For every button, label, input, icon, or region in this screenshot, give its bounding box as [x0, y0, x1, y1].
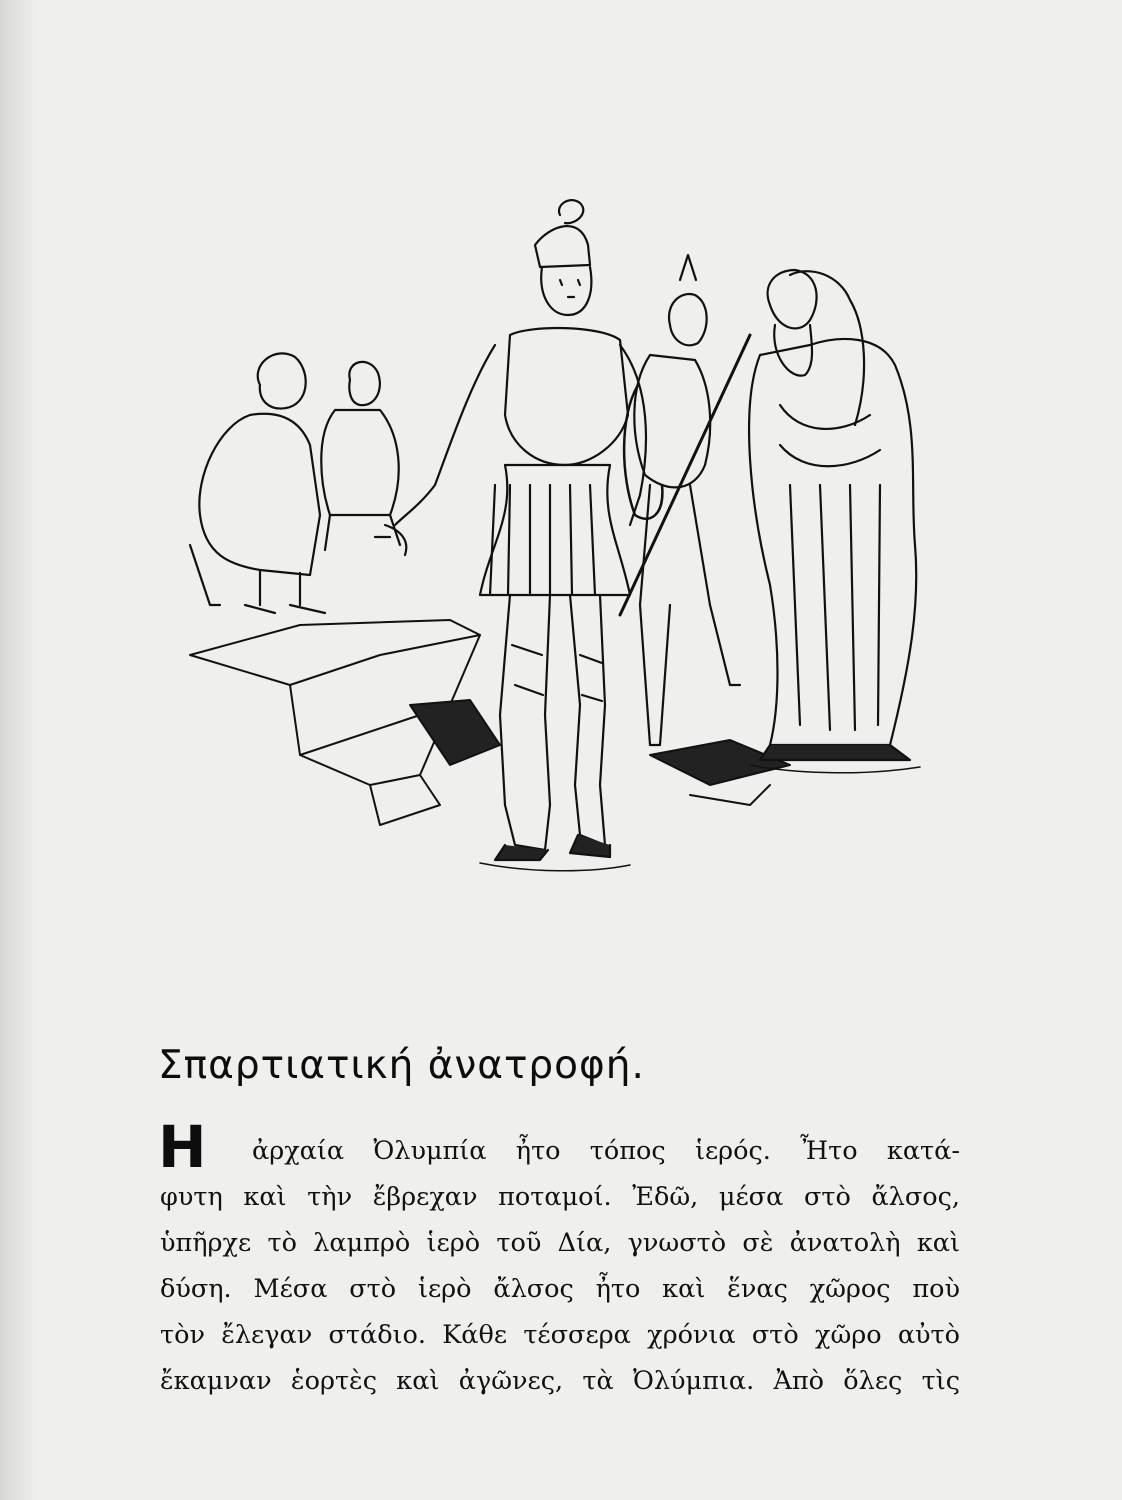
chapter-title: Σπαρτιατική ἀνατροφή.: [158, 1043, 645, 1088]
text-line: ἀρχαία Ὀλυμπία ἦτο τόπος ἱερός. Ἦτο κατά-: [252, 1136, 960, 1166]
text-line: φυτη καὶ τὴν ἔβρεχαν ποταμοί. Ἐδῶ, μέσα στὸ ἄλσος,: [160, 1182, 960, 1212]
text-line: δύση. Μέσα στὸ ἱερὸ ἄλσος ἦτο καὶ ἕνας χῶρος ποὺ: [160, 1274, 960, 1304]
text-line: ὑπῆρχε τὸ λαμπρὸ ἱερὸ τοῦ Δία, γνωστὸ σὲ ἀνατολὴ καὶ: [160, 1228, 960, 1258]
central-warrior: [375, 200, 646, 860]
bearded-elder: [749, 270, 916, 760]
stone-steps: [190, 620, 790, 825]
seated-man-middle: [321, 362, 400, 550]
body-paragraph: [160, 1128, 960, 1404]
greek-warrior-scene-illustration: [150, 185, 970, 875]
text-line: τὸν ἔλεγαν στάδιο. Κάθε τέσσερα χρόνια στὸ χῶρο αὐτὸ: [160, 1320, 960, 1350]
page-spine-shadow: [0, 0, 38, 1500]
text-line: ἔκαμναν ἑορτὲς καὶ ἀγῶνες, τὰ Ὀλύμπια. Ἀπὸ ὅλες τὶς: [160, 1366, 960, 1396]
seated-man-left: [190, 353, 325, 613]
drop-cap-letter: Η: [158, 1113, 207, 1181]
spear-warrior: [620, 255, 750, 745]
